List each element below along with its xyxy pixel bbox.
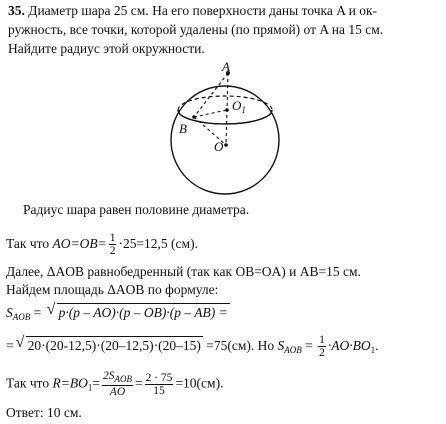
problem-line-2: ружность, все точки, которой удалены (по прямой) от A на 15 см. [8,22,384,37]
label-B: B [179,121,187,136]
solution-step-2: Далее, ΔAOB равнобедренный (так как OB=OA) и AB=15 см. [6,264,361,279]
label-O: O [214,139,224,154]
answer: Ответ: 10 см. [6,405,82,420]
solution-intro: Радиус шара равен половине диаметра. [23,202,250,217]
circle-front-arc-path [178,110,272,124]
fraction-150-over-15: $\frac{2 \cdot 75}{15}$ [145,371,173,397]
problem-text-1: Диаметр шара 25 см. На его поверхности даны точка A и ок- [28,3,378,18]
problem-number: 35. [8,3,25,18]
problem-line-3: Найдите радиус этой окружности. [8,41,205,56]
solution-step-3: Найдем площадь ΔAOB по формуле: [6,282,219,297]
point-O1 [225,108,229,112]
sqrt-heron: √ p·(p – AO)·(p – OB)·(p – AB) = [46,301,228,320]
solution-result: Так что $R=BO_1=$ $\frac{2S_{AOB}}{AO}$ = $\frac{2 \cdot 75}{15}$ =10(см). [6,370,224,398]
label-A: A [222,59,230,74]
heron-formula: $S_{AOB}$ = √ p·(p – AO)·(p – OB)·(p – AB) = [6,301,228,322]
sqrt-computation: √ 20·(20-12,5)·(20–12,5)·(20–15) [15,334,201,354]
sphere-figure [150,55,290,195]
fraction-one-half-2: $\frac{1}{2}$ [319,334,325,359]
segment-B-O1 [194,110,227,117]
circle-back-arc [178,96,272,110]
solution-step-1: Так что AO=OB= $\frac{1}{2}$ ·25=12,5 (см). [6,232,198,257]
fraction-one-half: $\frac{1}{2}$ [109,232,116,257]
segment-A-B [194,73,228,117]
problem-line-1 [8,3,377,19]
point-B [192,115,196,119]
label-O1: $O_1$ [232,98,246,115]
heron-computation: = √ 20·(20-12,5)·(20–12,5)·(20–15) =75(см). Но $S_{AOB}$ = $\frac{1}{2}$ $\cdot AO\cdot BO_1$. [6,334,379,359]
fraction-2S-over-AO: $\frac{2S_{AOB}}{AO}$ [102,370,132,398]
sphere-outline [171,86,279,194]
point-O [224,143,228,147]
